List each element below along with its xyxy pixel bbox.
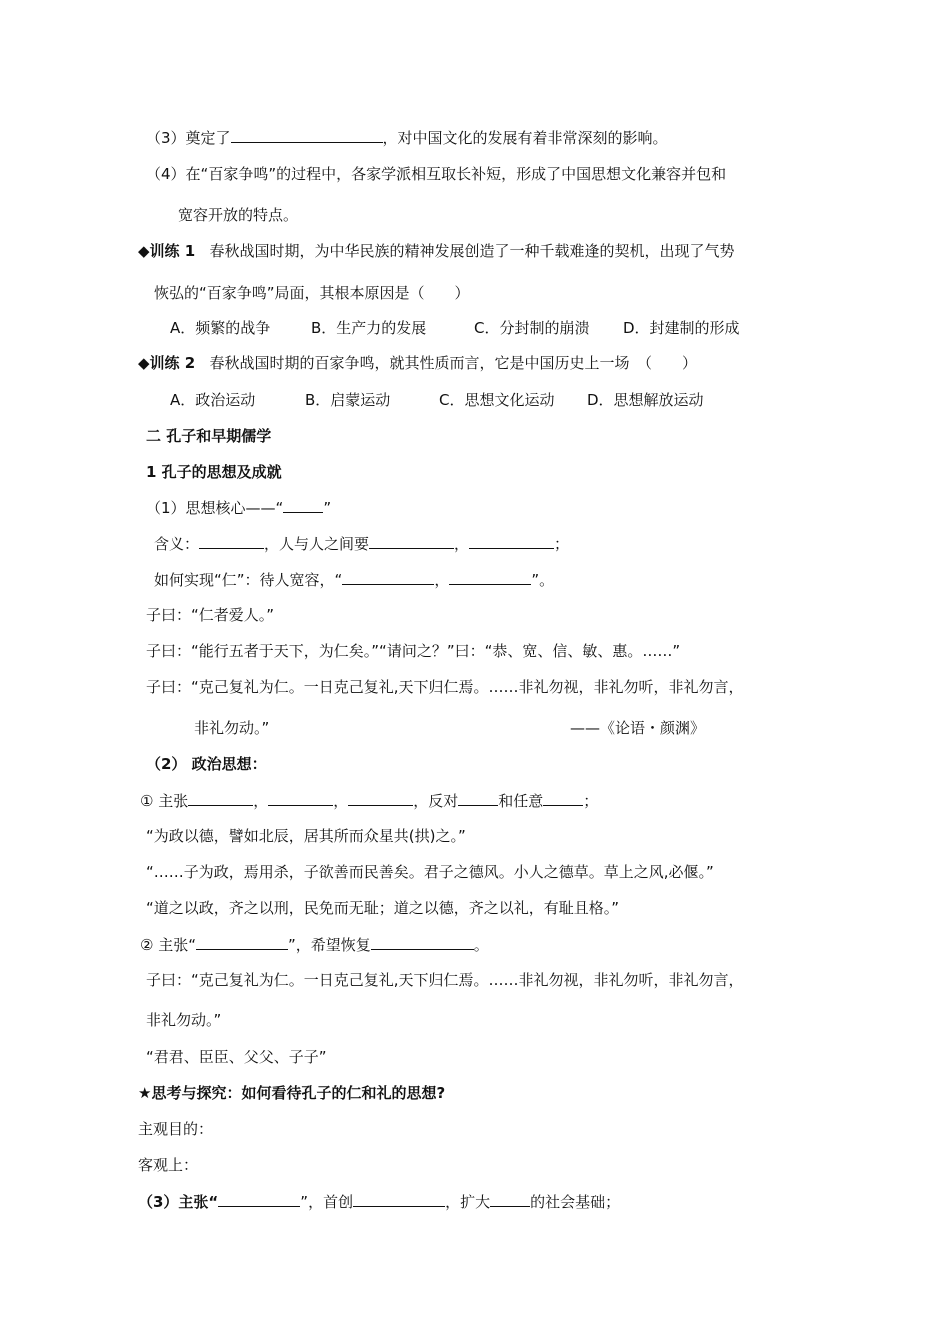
option-a: A．政治运动 — [170, 391, 256, 409]
option-d: D．思想解放运动 — [587, 391, 704, 409]
quote-3: 子曰：“克己复礼为仁。一日克己复礼,天下归仁焉。……非礼勿视，非礼勿听，非礼勿言， — [146, 678, 744, 696]
comma: ， — [333, 792, 349, 810]
training-2-text: 春秋战国时期的百家争鸣，就其性质而言，它是中国历史上一场 （ ） — [209, 354, 698, 372]
semicolon: ； — [583, 792, 599, 810]
blank — [231, 127, 383, 143]
training-1-options — [170, 318, 740, 338]
quote-close: ”。 — [531, 571, 555, 589]
proposal-2-text: ”，希望恢复 — [288, 936, 371, 954]
semicolon: ； — [554, 535, 570, 553]
quote-1: 子曰：“仁者爱人。” — [146, 606, 275, 624]
proposal-2-line — [140, 934, 489, 955]
item-4-line: （4）在“百家争鸣”的过程中，各家学派相互取长补短，形成了中国思想文化兼容并包和 — [146, 165, 727, 183]
blank — [469, 533, 554, 549]
blank — [348, 790, 413, 806]
item-3-line — [146, 127, 668, 148]
item-3-text-b: ，对中国文化的发展有着非常深刻的影响。 — [382, 129, 668, 147]
blank — [353, 1191, 445, 1207]
blank — [543, 790, 583, 806]
blank — [196, 934, 288, 950]
objectively: 客观上： — [138, 1156, 199, 1174]
blank — [449, 569, 531, 585]
political-thought-heading: （2） 政治思想： — [146, 755, 267, 773]
core-idea-text: （1）思想核心——“ — [146, 499, 284, 517]
comma: ， — [253, 792, 269, 810]
option-c: C．思想文化运动 — [439, 391, 555, 409]
core-idea-line — [146, 497, 331, 518]
expand-text: ，扩大 — [445, 1193, 491, 1211]
proposal-2-quote-2: “君君、臣臣、父父、子子” — [146, 1048, 327, 1066]
period: 。 — [473, 936, 489, 954]
option-d: D．封建制的形成 — [623, 319, 740, 337]
blank — [369, 533, 454, 549]
item-3-proposal-label: （3）主张“ — [138, 1193, 219, 1211]
oppose-text: ，反对 — [413, 792, 459, 810]
item-3-proposal-line — [138, 1191, 620, 1212]
item-3-text-a: （3）奠定了 — [146, 129, 231, 147]
proposal-1-label: ① 主张 — [140, 792, 189, 810]
proposal-1-quote-2: “……子为政，焉用杀，子欲善而民善矣。君子之德风。小人之德草。草上之风,必偃。” — [146, 863, 714, 881]
option-b: B．生产力的发展 — [311, 319, 427, 337]
meaning-text: ，人与人之间要 — [264, 535, 370, 553]
comma: ， — [454, 535, 470, 553]
blank — [199, 533, 264, 549]
how-ren-text: 如何实现“仁”：待人宽容，“ — [154, 571, 343, 589]
option-c: C．分封制的崩溃 — [474, 319, 590, 337]
training-1-continuation: 恢弘的“百家争鸣”局面，其根本原因是（ ） — [154, 284, 470, 302]
blank — [218, 1191, 300, 1207]
proposal-2-label: ② 主张“ — [140, 936, 196, 954]
how-ren-line — [154, 569, 554, 590]
meaning-label: 含义： — [154, 535, 200, 553]
blank — [342, 569, 434, 585]
social-basis-text: 的社会基础； — [530, 1193, 621, 1211]
blank — [490, 1191, 530, 1207]
subsection-1-heading: 1 孔子的思想及成就 — [146, 463, 282, 481]
training-1-line — [138, 241, 735, 261]
blank — [268, 790, 333, 806]
blank — [188, 790, 253, 806]
training-1-label: ◆训练 1 — [138, 242, 196, 260]
quote-3-continuation: 非礼勿动。” — [194, 719, 270, 737]
quote-2: 子曰：“能行五者于天下，为仁矣。”“请问之？”曰：“恭、宽、信、敏、惠。……” — [146, 642, 681, 660]
option-a: A．频繁的战争 — [170, 319, 271, 337]
proposal-1-quote-3: “道之以政，齐之以刑，民免而无耻；道之以德，齐之以礼，有耻且格。” — [146, 899, 620, 917]
item-4-continuation: 宽容开放的特点。 — [178, 206, 299, 224]
think-explore-heading: ★思考与探究：如何看待孔子的仁和礼的思想? — [138, 1084, 446, 1102]
blank — [283, 497, 323, 513]
option-b: B．启蒙运动 — [305, 391, 391, 409]
proposal-1-line — [140, 790, 598, 811]
meaning-line — [154, 533, 569, 554]
blank — [458, 790, 498, 806]
quote-close: ” — [323, 499, 332, 517]
training-2-line — [138, 353, 697, 373]
blank — [371, 934, 474, 950]
subjective-purpose: 主观目的： — [138, 1120, 214, 1138]
proposal-2-quote-1-continuation: 非礼勿动。” — [146, 1011, 222, 1029]
proposal-1-quote-1: “为政以德，譬如北辰，居其所而众星共(拱)之。” — [146, 827, 466, 845]
first-created-text: ”，首创 — [300, 1193, 354, 1211]
training-1-text: 春秋战国时期，为中华民族的精神发展创造了一种千载难逢的契机，出现了气势 — [209, 242, 735, 260]
section-2-heading: 二 孔子和早期儒学 — [146, 427, 272, 445]
training-2-options — [170, 390, 704, 410]
proposal-2-quote-1: 子曰：“克己复礼为仁。一日克己复礼,天下归仁焉。……非礼勿视，非礼勿听，非礼勿言， — [146, 971, 744, 989]
quote-3-source: ——《论语・颜渊》 — [570, 719, 706, 737]
and-text: 和任意 — [498, 792, 544, 810]
training-2-label: ◆训练 2 — [138, 354, 196, 372]
comma: ， — [434, 571, 450, 589]
